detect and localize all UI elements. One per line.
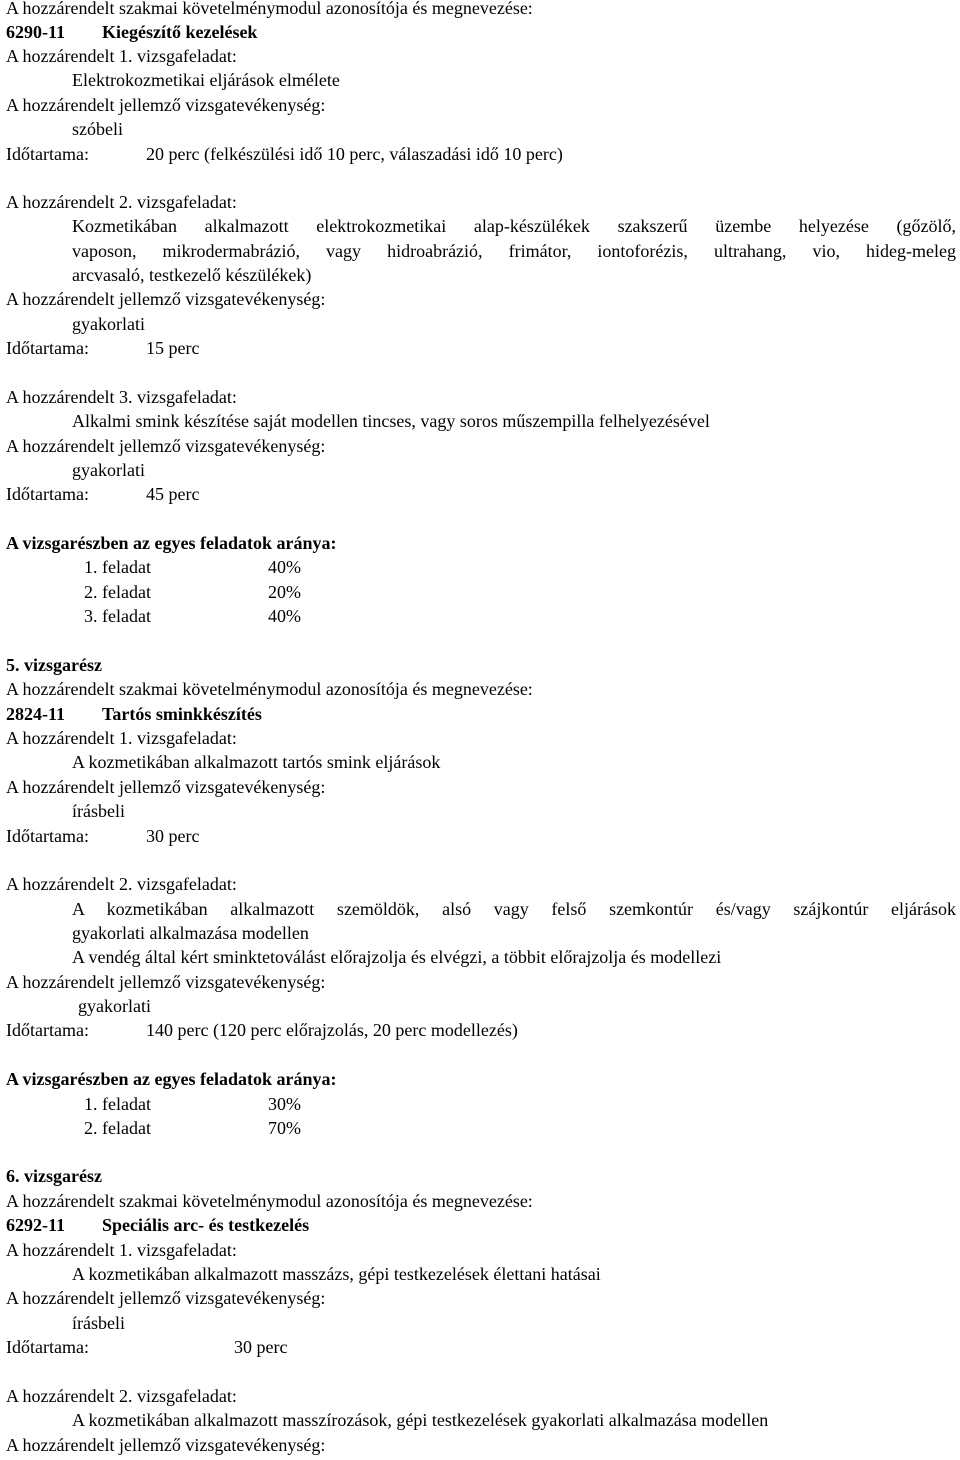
ratio-task: 1. feladat <box>84 557 151 577</box>
duration-label: Időtartama: <box>6 144 89 164</box>
ratio-value: 70% <box>268 1118 301 1138</box>
activity-value: szóbeli <box>72 119 123 139</box>
task-label: A hozzárendelt 1. vizsgafeladat: <box>6 46 237 66</box>
duration-value: 15 perc <box>146 338 200 358</box>
activity-label: A hozzárendelt jellemző vizsgatevékenység: <box>6 972 326 992</box>
duration-label: Időtartama: <box>6 1020 89 1040</box>
task-label: A hozzárendelt 1. vizsgafeladat: <box>6 728 237 748</box>
activity-value: gyakorlati <box>78 996 151 1016</box>
task-title: A kozmetikában alkalmazott masszázs, gépi testkezelések élettani hatásai <box>72 1264 601 1284</box>
ratio-row <box>84 556 301 578</box>
task-label: A hozzárendelt 3. vizsgafeladat: <box>6 387 237 407</box>
module-name: Kiegészítő kezelések <box>102 22 258 42</box>
task-title-line: gyakorlati alkalmazása modellen <box>72 923 309 943</box>
module-title <box>6 21 257 43</box>
task-title: A kozmetikában alkalmazott masszírozások, gépi testkezelések gyakorlati alkalmazása modellen <box>72 1410 769 1430</box>
module-name: Tartós sminkkészítés <box>102 704 262 724</box>
ratio-task: 3. feladat <box>84 606 151 626</box>
ratio-heading: A vizsgarészben az egyes feladatok aránya: <box>6 1069 337 1089</box>
activity-label: A hozzárendelt jellemző vizsgatevékenység: <box>6 1435 326 1455</box>
activity-label: A hozzárendelt jellemző vizsgatevékenység: <box>6 95 326 115</box>
ratio-task: 2. feladat <box>84 1118 151 1138</box>
duration-row <box>6 1336 288 1358</box>
task-title: A kozmetikában alkalmazott tartós smink eljárások <box>72 752 441 772</box>
ratio-value: 30% <box>268 1094 301 1114</box>
module-name: Speciális arc- és testkezelés <box>102 1215 310 1235</box>
module-id-label: A hozzárendelt szakmai követelménymodul azonosítója és megnevezése: <box>6 679 533 699</box>
activity-value: írásbeli <box>72 801 125 821</box>
task-label: A hozzárendelt 2. vizsgafeladat: <box>6 1386 237 1406</box>
duration-row <box>6 483 200 505</box>
ratio-heading: A vizsgarészben az egyes feladatok aránya: <box>6 533 337 553</box>
ratio-task: 2. feladat <box>84 582 151 602</box>
activity-label: A hozzárendelt jellemző vizsgatevékenység: <box>6 289 326 309</box>
section-heading: 5. vizsgarész <box>6 655 102 675</box>
activity-label: A hozzárendelt jellemző vizsgatevékenység: <box>6 436 326 456</box>
module-id-label: A hozzárendelt szakmai követelménymodul azonosítója és megnevezése: <box>6 0 533 18</box>
ratio-value: 40% <box>268 606 301 626</box>
task-label: A hozzárendelt 2. vizsgafeladat: <box>6 874 237 894</box>
ratio-value: 40% <box>268 557 301 577</box>
activity-value: gyakorlati <box>72 314 145 334</box>
duration-row <box>6 825 200 847</box>
task-title-line: vaposon, mikrodermabrázió, vagy hidroabrázió, frimátor, iontoforézis, ultrahang, vio, hideg-meleg <box>72 241 956 261</box>
duration-label: Időtartama: <box>6 826 89 846</box>
module-id-label: A hozzárendelt szakmai követelménymodul azonosítója és megnevezése: <box>6 1191 533 1211</box>
module-code: 2824-11 <box>6 704 66 724</box>
task-label: A hozzárendelt 2. vizsgafeladat: <box>6 192 237 212</box>
duration-value: 140 perc (120 perc előrajzolás, 20 perc modellezés) <box>146 1020 518 1040</box>
ratio-row <box>84 605 301 627</box>
task-title-line: A vendég által kért sminktetoválást előrajzolja és elvégzi, a többit előrajzolja és modellezi <box>72 947 722 967</box>
activity-label: A hozzárendelt jellemző vizsgatevékenység: <box>6 1288 326 1308</box>
module-title <box>6 1214 309 1236</box>
duration-label: Időtartama: <box>6 484 89 504</box>
ratio-task: 1. feladat <box>84 1094 151 1114</box>
duration-label: Időtartama: <box>6 1337 89 1357</box>
task-title-line: Kozmetikában alkalmazott elektrokozmetikai alap-készülékek szakszerű üzembe helyezése (gőzölő, <box>72 216 956 236</box>
activity-value: írásbeli <box>72 1313 125 1333</box>
ratio-row <box>84 1117 301 1139</box>
module-code: 6292-11 <box>6 1215 66 1235</box>
module-title <box>6 703 262 725</box>
ratio-value: 20% <box>268 582 301 602</box>
activity-label: A hozzárendelt jellemző vizsgatevékenység: <box>6 777 326 797</box>
duration-value: 30 perc <box>146 826 200 846</box>
duration-value: 45 perc <box>146 484 200 504</box>
activity-value: gyakorlati <box>72 460 145 480</box>
duration-value: 20 perc (felkészülési idő 10 perc, válaszadási idő 10 perc) <box>146 144 563 164</box>
task-title: Alkalmi smink készítése saját modellen tincses, vagy soros műszempilla felhelyezésével <box>72 411 710 431</box>
ratio-row <box>84 1093 301 1115</box>
task-title-line: A kozmetikában alkalmazott szemöldök, alsó vagy felső szemkontúr és/vagy szájkontúr eljárások <box>72 899 956 919</box>
duration-row <box>6 1019 518 1041</box>
task-title-line: arcvasaló, testkezelő készülékek) <box>72 265 312 285</box>
ratio-row <box>84 581 301 603</box>
duration-value: 30 perc <box>234 1337 288 1357</box>
task-label: A hozzárendelt 1. vizsgafeladat: <box>6 1240 237 1260</box>
duration-row <box>6 337 200 359</box>
module-code: 6290-11 <box>6 22 66 42</box>
section-heading: 6. vizsgarész <box>6 1166 102 1186</box>
duration-label: Időtartama: <box>6 338 89 358</box>
duration-row <box>6 143 563 165</box>
task-title: Elektrokozmetikai eljárások elmélete <box>72 70 340 90</box>
